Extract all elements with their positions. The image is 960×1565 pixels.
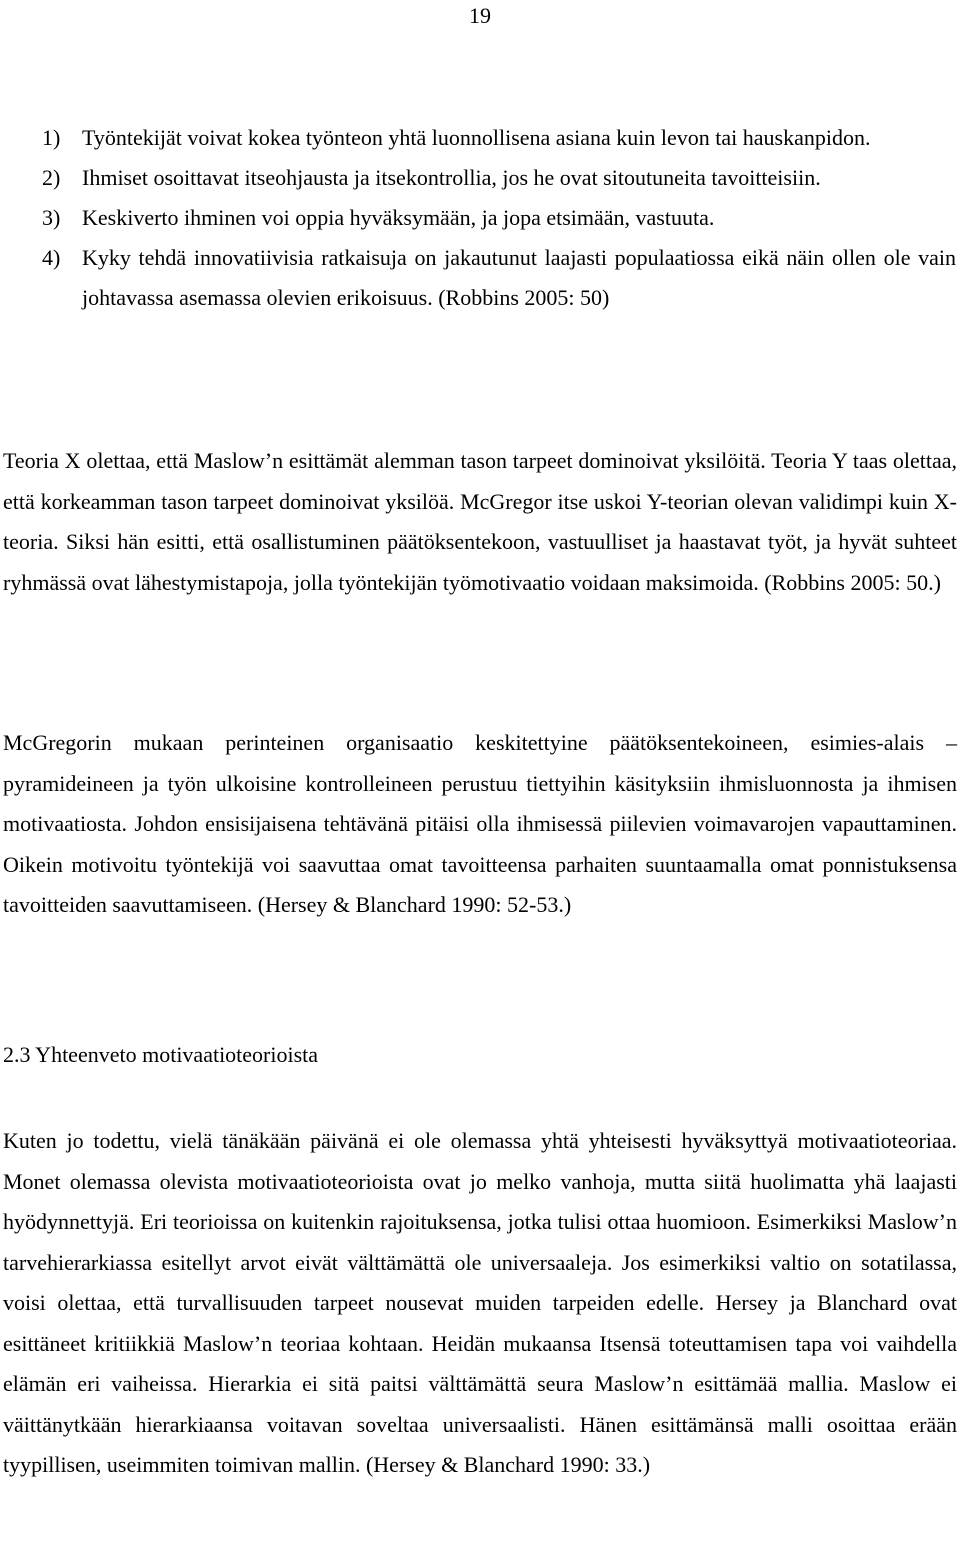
paragraph-summary: Kuten jo todettu, vielä tänäkään päivänä ei ole olemassa yhtä yhteisesti hyväksyttyä motivaatioteoriaa. Monet olemassa olevista motivaatioteorioista ovat jo melko vanhoja, mutta siitä huolimatta yhä laajasti hyödynnettyjä. Eri teorioissa on kuitenkin rajoituksensa, jotka tulisi ottaa huomioon. Esimerkiksi Maslow’n tarvehierarkiassa esitellyt arvot eivät välttämättä ole universaaleja. Jos esimerkiksi valtio on sotatilassa, voisi olettaa, että turvallisuuden tarpeet nousevat muiden tarpeiden edelle. Hersey ja Blanchard ovat esittäneet kritiikkiä Maslow’n teoriaa kohtaan. Heidän mukaansa Itsensä toteuttamisen tapa voi vaihdella elämän eri vaiheissa. Hierarkia ei sitä paitsi välttämättä seura Maslow’n esittämää mallia. Maslow ei väittänytkään hierarkiaansa voitavan soveltaa universaalisti. Hänen esittämänsä malli osoittaa erään tyypillisen, useimmiten toimivan mallin. (Hersey & Blanchard 1990: 33.) xyxy=(3,1128,957,1477)
list-item-text: Kyky tehdä innovatiivisia ratkaisuja on jakautunut laajasti populaatiossa eikä näin ollen ole vain johtavassa asemassa olevien erikoisuus. xyxy=(82,245,956,310)
list-item-text: Työntekijät voivat kokea työnteon yhtä luonnollisena asiana kuin levon tai hauskanpidon. xyxy=(82,125,871,150)
list-item-number: 2) xyxy=(42,165,61,190)
paragraph-theory-x-y: Teoria X olettaa, että Maslow’n esittämät alemman tason tarpeet dominoivat yksilöitä. Teoria Y taas olettaa, että korkeamman tason tarpeet dominoivat yksilöä. McGregor itse uskoi Y-teorian olevan validimpi kuin X-teoria. Siksi hän esitti, että osallistuminen päätöksentekoon, vastuulliset ja haastavat työt, ja hyvät suhteet ryhmässä ovat lähestymistapoja, jolla työntekijän työmotivaatio voidaan maksimoida. (Robbins 2005: 50.) xyxy=(3,448,957,595)
numbered-list xyxy=(0,118,960,318)
page-number: 19 xyxy=(469,3,491,28)
list-item-number: 1) xyxy=(42,125,61,150)
list-item xyxy=(0,198,960,238)
list-item-number: 4) xyxy=(42,245,61,270)
list-item-text: Keskiverto ihminen voi oppia hyväksymään, ja jopa etsimään, vastuuta. xyxy=(82,205,715,230)
list-item xyxy=(0,118,960,158)
list-item-number: 3) xyxy=(42,205,61,230)
list-item xyxy=(0,158,960,198)
paragraph-mcgregor: McGregorin mukaan perinteinen organisaatio keskitettyine päätöksentekoineen, esimies-alais – pyramideineen ja työn ulkoisine kontrolleineen perustuu tiettyihin käsityksiin ihmisluonnosta ja ihmisen motivaatiosta. Johdon ensisijaisena tehtävänä pitäisi olla ihmisessä piilevien voimavarojen vapauttaminen. Oikein motivoitu työntekijä voi saavuttaa omat tavoitteensa parhaiten suuntaamalla omat ponnistuksensa tavoitteiden saavuttamiseen. (Hersey & Blanchard 1990: 52-53.) xyxy=(3,730,957,917)
list-item-text: Ihmiset osoittavat itseohjausta ja itsekontrollia, jos he ovat sitoutuneita tavoitteisiin. xyxy=(82,165,821,190)
section-heading: 2.3 Yhteenveto motivaatioteorioista xyxy=(3,1042,319,1067)
list-item xyxy=(0,238,960,318)
list-item-citation: (Robbins 2005: 50) xyxy=(438,285,610,310)
